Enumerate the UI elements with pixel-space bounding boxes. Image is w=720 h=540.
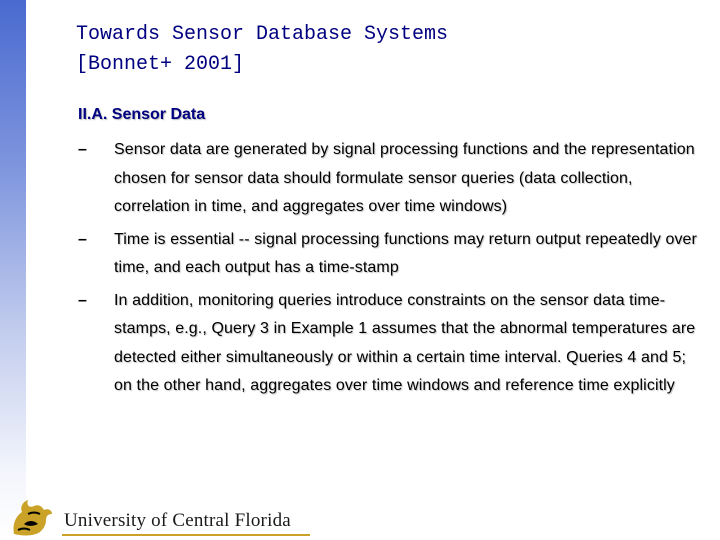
bullet-dash: – (78, 141, 87, 158)
university-name: University of Central Florida (64, 510, 291, 531)
bullet-dash: – (78, 230, 87, 248)
left-gradient-bar (0, 0, 26, 540)
section-heading: II.A. Sensor Data (78, 106, 206, 123)
bullet-item (78, 136, 698, 222)
bullet-item (78, 287, 698, 401)
title-line-2: [Bonnet+ 2001] (76, 53, 245, 76)
pegasus-icon (8, 494, 54, 540)
bullet-list (78, 136, 698, 405)
bullet-dash: – (78, 291, 87, 309)
bullet-text: In addition, monitoring queries introduce constraints on the sensor data time-stamps, e.g., Query 3 in Example 1 assumes that the abnormal temperatures are detected either simultaneously or within a certain time interval. Queries 4 and 5; on the other hand, aggregates over time windows and reference time explicitly (114, 291, 696, 394)
slide-title (76, 20, 448, 80)
bullet-text: Time is essential -- signal processing functions may return output repeatedly over time, and each output has a time-stamp (114, 230, 697, 276)
logo-underline (62, 534, 310, 536)
bullet-item (78, 226, 698, 283)
bullet-text: Sensor data are generated by signal processing functions and the representation chosen for sensor data should formulate sensor queries (data collection, correlation in time, and aggregates over time windows) (114, 141, 695, 215)
ucf-logo (8, 494, 308, 540)
title-line-1: Towards Sensor Database Systems (76, 23, 449, 46)
